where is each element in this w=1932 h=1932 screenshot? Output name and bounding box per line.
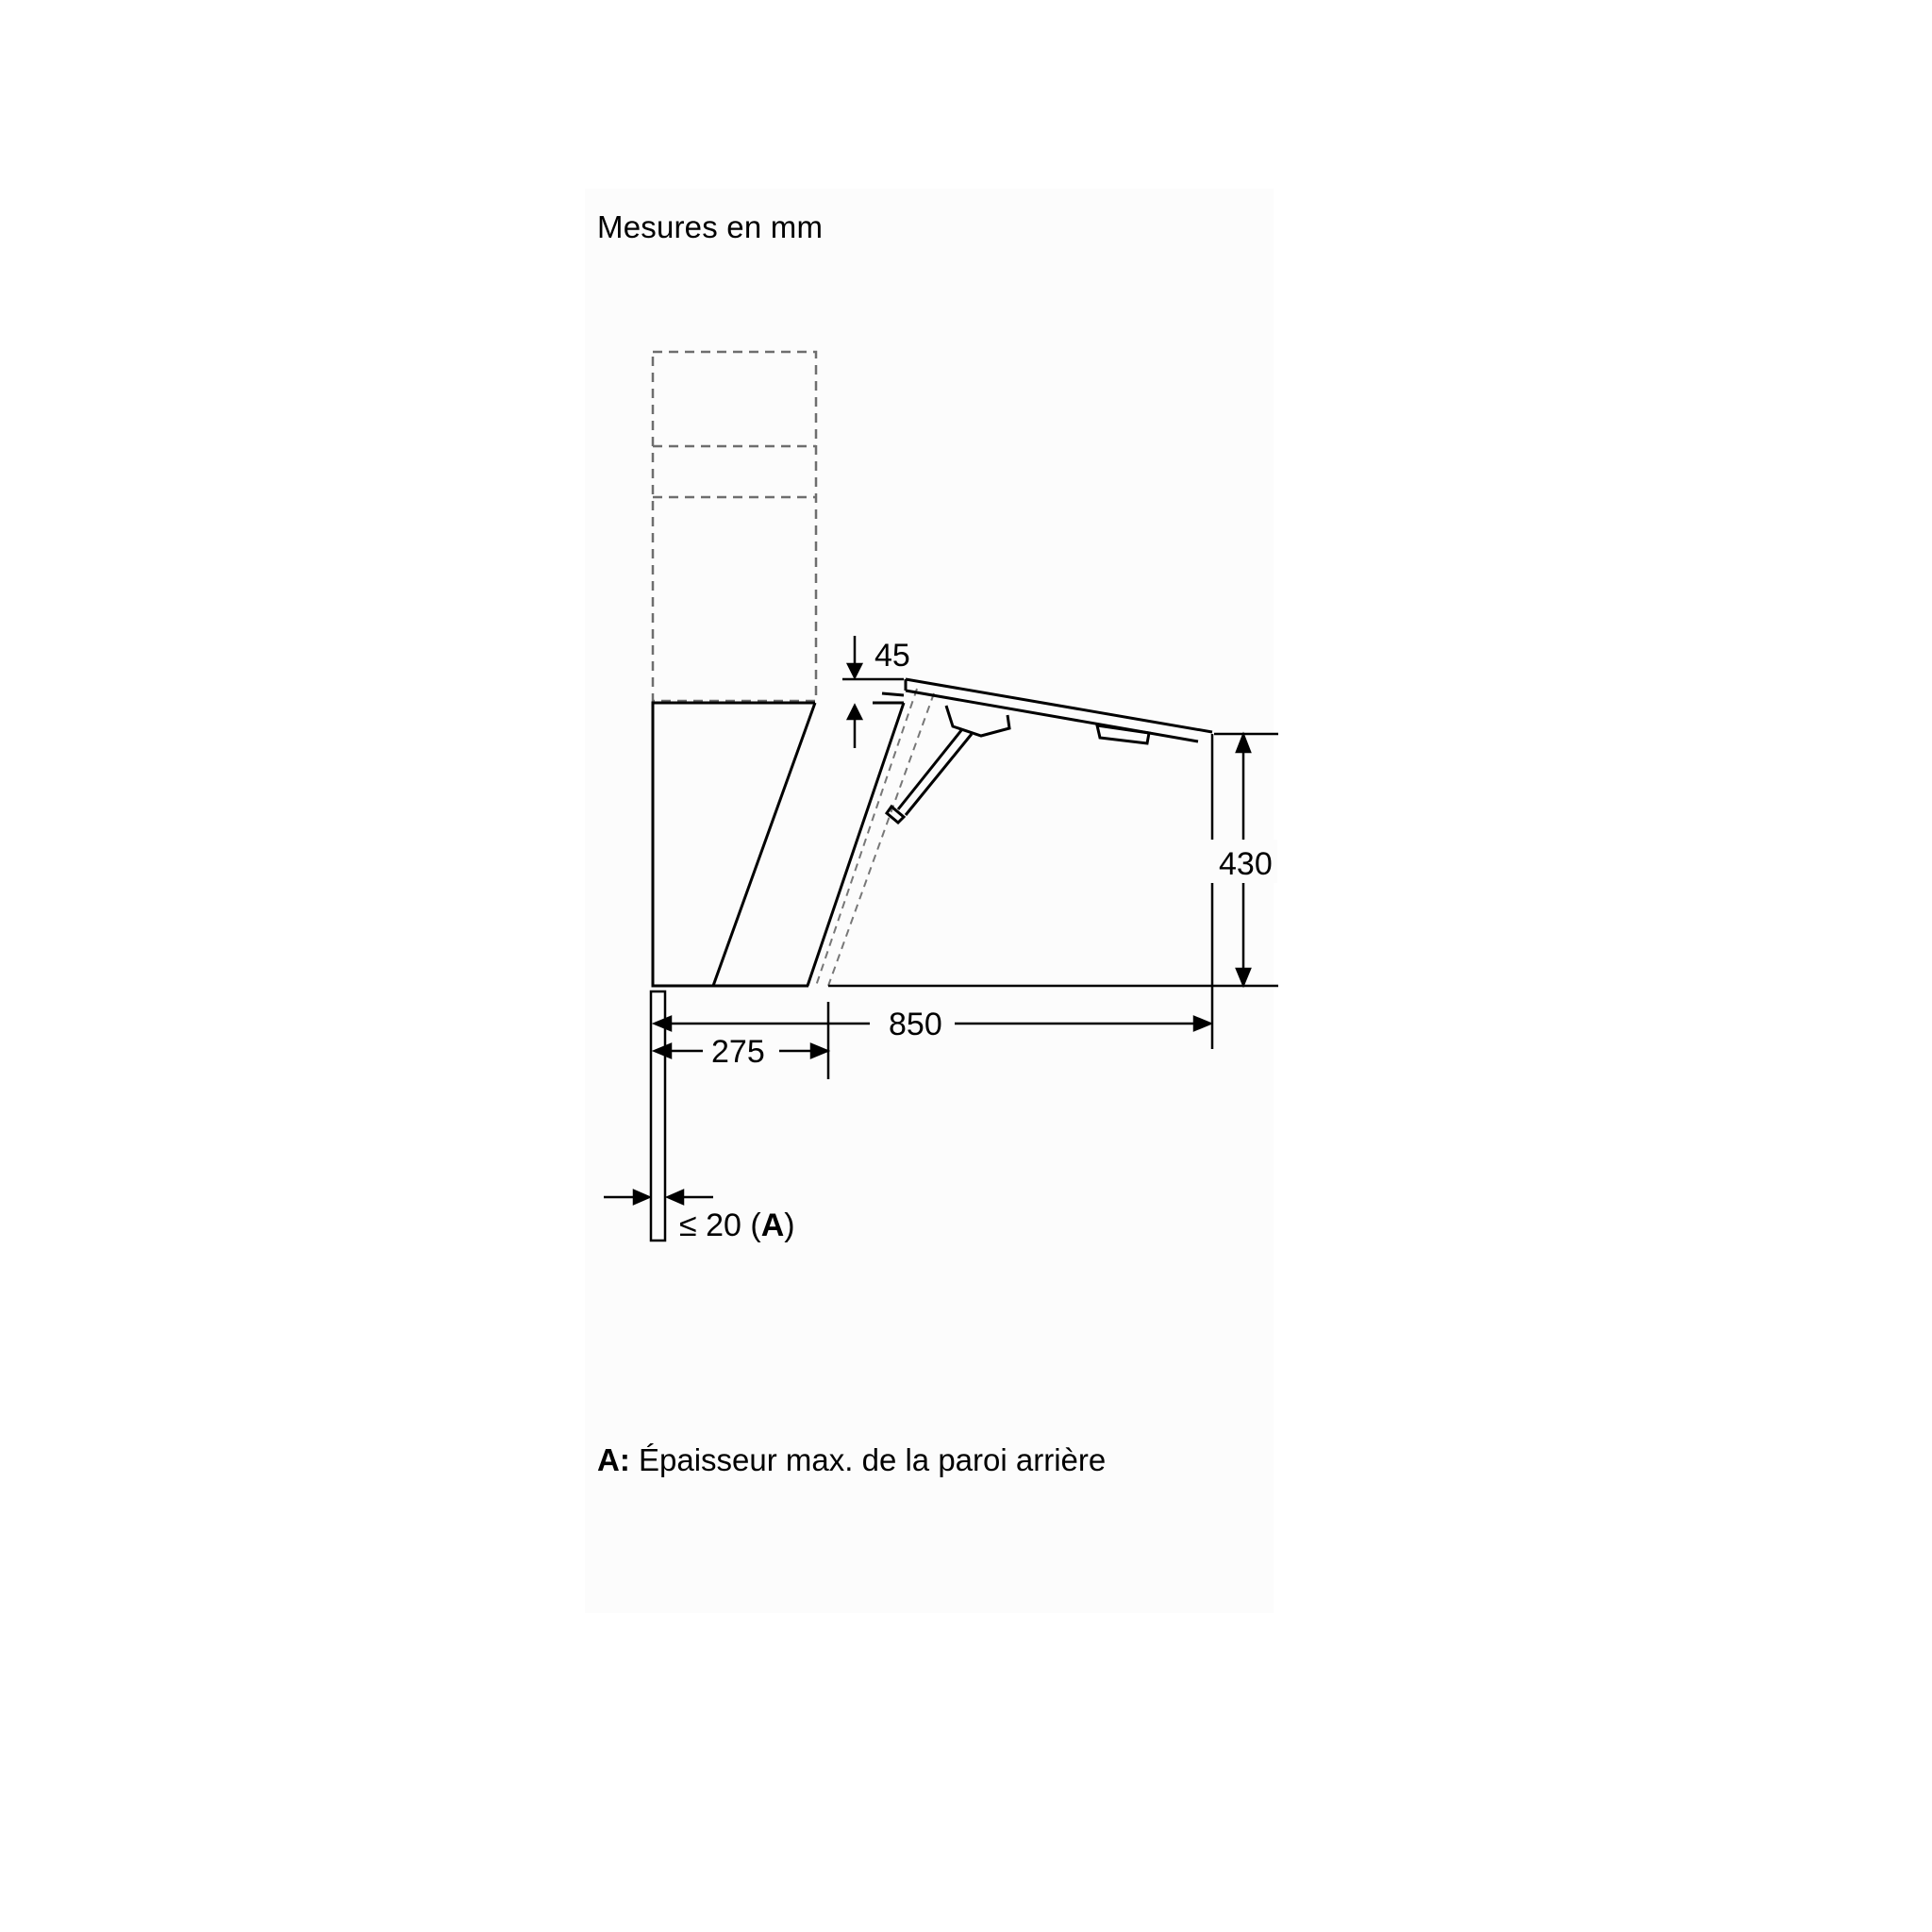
legend-key: A: (597, 1442, 630, 1477)
dimension-850-label: 850 (889, 1007, 942, 1042)
rear-wall (651, 991, 665, 1241)
legend-text: Épaisseur max. de la paroi arrière (639, 1442, 1107, 1477)
dimension-45-label: 45 (874, 638, 910, 674)
dimension-430-label: 430 (1219, 846, 1273, 882)
opened-panel (887, 679, 1212, 823)
dimension-275-label: 275 (711, 1034, 765, 1070)
chimney-dashed (653, 352, 816, 701)
page-title: Mesures en mm (597, 209, 824, 244)
dimension-wall-thickness (604, 1191, 713, 1204)
dimension-wall-label: ≤ 20 (A) (679, 1208, 795, 1243)
legend-note (597, 1442, 1106, 1478)
panel-dashed (816, 689, 934, 986)
